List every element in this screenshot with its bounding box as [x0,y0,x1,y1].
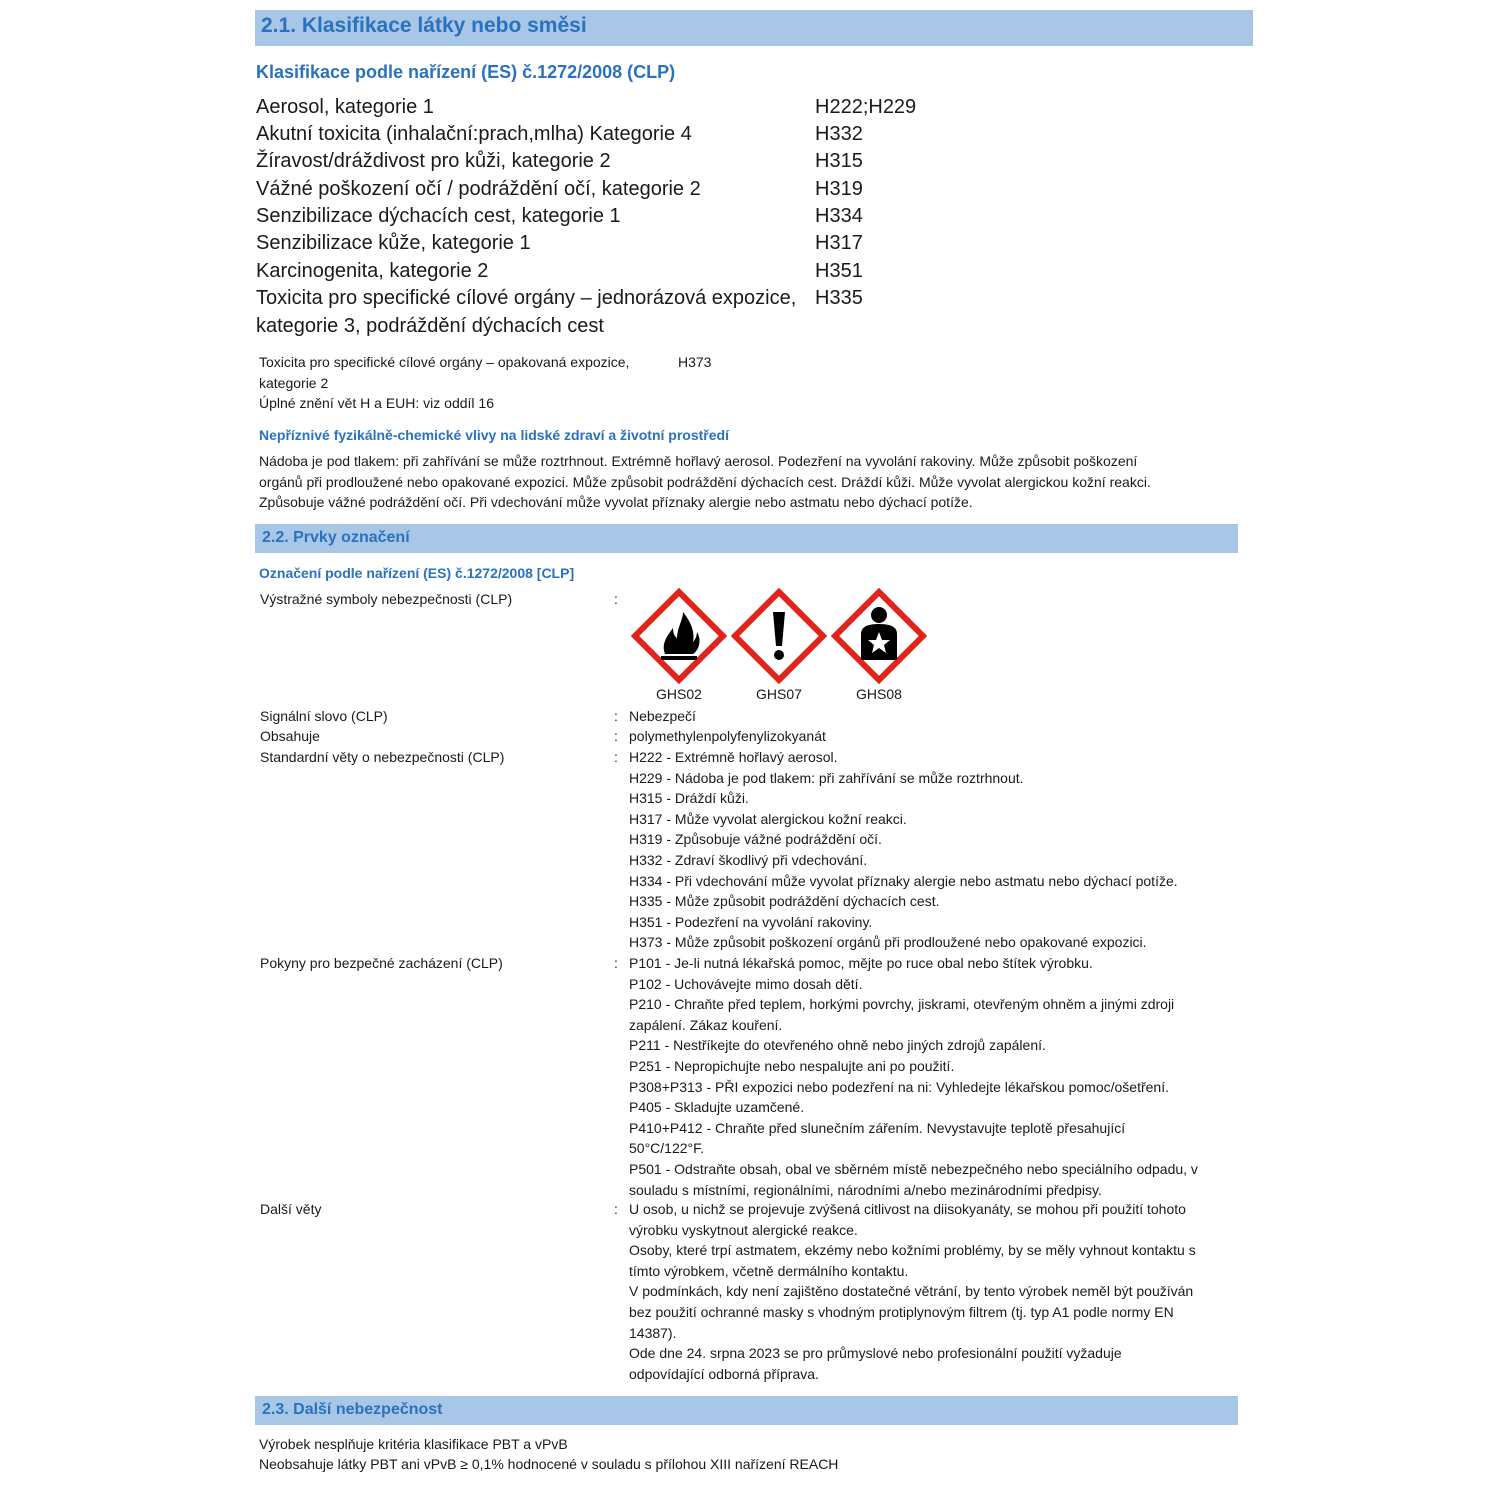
hazard-statements-list [629,747,1178,953]
precautionary-statements-label: Pokyny pro bezpečné zacházení (CLP) [260,955,503,971]
effects-heading: Nepříznivé fyzikálně-chemické vlivy na lidské zdraví a životní prostředí [259,427,729,443]
classification-code: H317 [815,232,863,254]
precautionary-statement: P251 - Nepropichujte nebo nespalujte ani po použití. [629,1057,955,1074]
signal-word-label: Signální slovo (CLP) [260,708,388,724]
hazard-statement: H351 - Podezření na vyvolání rakoviny. [629,913,873,930]
signal-word-value: Nebezpečí [629,708,696,724]
colon: : [614,728,618,744]
extra-classification-line: Toxicita pro specifické cílové orgány – opakovaná expozice, [259,354,630,370]
hazard-statements-label: Standardní věty o nebezpečnosti (CLP) [260,749,505,765]
full-text-note: Úplné znění vět H a EUH: viz oddíl 16 [259,395,495,411]
other-statement: Osoby, které trpí astmatem, ekzémy nebo kožními problémy, by se měly vyhnout kontaktu s [629,1242,1196,1259]
hazard-statement: H332 - Zdraví škodlivý při vdechování. [629,851,868,868]
precautionary-statement: P410+P412 - Chraňte před slunečním zářením. Nevystavujte teplotě přesahující [629,1119,1126,1136]
classification-name: Akutní toxicita (inhalační:prach,mlha) Kategorie 4 [256,123,692,145]
other-statement: bez použití ochranné masky s vhodným protiplynovým filtrem (tj. typ A1 podle normy EN [629,1303,1174,1320]
clp-classification-subtitle: Klasifikace podle nařízení (ES) č.1272/2008 (CLP) [256,62,676,82]
classification-name: Senzibilizace kůže, kategorie 1 [256,232,531,254]
classification-name: Žíravost/dráždivost pro kůži, kategorie 2 [256,150,611,172]
section-2-2-header [255,524,1238,553]
other-statements-list [629,1199,1196,1384]
precautionary-statement: P501 - Odstraňte obsah, obal ve sběrném místě nebezpečného nebo speciálního odpadu, v [629,1160,1198,1177]
pictogram-code: GHS02 [656,686,702,702]
classification-name: Vážné poškození očí / podráždění očí, kategorie 2 [256,178,701,200]
extra-classification-line: kategorie 2 [259,375,329,391]
exclamation-icon [731,588,827,684]
effects-line: Způsobuje vážné podráždění očí. Při vdechování může vyvolat příznaky alergie nebo astmatu nebo dýchací potíže. [259,494,973,510]
classification-name: Toxicita pro specifické cílové orgány – jednorázová expozice, [256,287,797,309]
section-2-1-title: 2.1. Klasifikace látky nebo směsi [261,14,587,37]
classification-name: Senzibilizace dýchacích cest, kategorie 1 [256,205,621,227]
precautionary-statement: P405 - Skladujte uzamčené. [629,1099,805,1116]
classification-code: H319 [815,178,863,200]
hazard-statement: H315 - Dráždí kůži. [629,790,749,807]
precautionary-statements-list [629,953,1198,1200]
hazard-statement: H373 - Může způsobit poškození orgánů při prodloužené nebo opakované expozici. [629,934,1147,951]
precautionary-statement: zapálení. Zákaz kouření. [629,1016,783,1033]
section-2-3-line: Výrobek nesplňuje kritéria klasifikace PBT a vPvB [259,1436,568,1452]
effects-line: orgánů při prodloužené nebo opakované expozici. Může způsobit podráždění dýchacích cest. Dráždí kůži. Může vyvolat alergickou kožní reakci. [259,474,1151,490]
hazard-statement: H222 - Extrémně hořlavý aerosol. [629,749,838,765]
colon: : [614,749,618,765]
other-statement: výrobku vyskytnout alergické reakce. [629,1221,858,1238]
clp-labelling-subtitle: Označení podle nařízení (ES) č.1272/2008 [CLP] [259,565,575,581]
colon: : [614,1201,618,1217]
classification-name: kategorie 3, podráždění dýchacích cest [256,315,604,337]
other-statement: Ode dne 24. srpna 2023 se pro průmyslové nebo profesionální použití vyžaduje [629,1345,1122,1362]
other-statement: V podmínkách, kdy není zajištěno dostatečné větrání, by tento výrobek neměl být používán [629,1283,1194,1300]
classification-code: H334 [815,205,863,227]
extra-classification-code: H373 [678,354,712,370]
hazard-statement: H319 - Způsobuje vážné podráždění očí. [629,831,882,848]
hazard-statement: H335 - Může způsobit podráždění dýchacích cest. [629,893,940,910]
other-statement: 14387). [629,1324,677,1341]
precautionary-statement: P211 - Nestříkejte do otevřeného ohně nebo jiných zdrojů zapálení. [629,1037,1046,1054]
effects-line: Nádoba je pod tlakem: při zahřívání se může roztrhnout. Extrémně hořlavý aerosol. Podezření na vyvolání rakoviny. Může způsobit poškození [259,453,1138,469]
contains-label: Obsahuje [260,728,320,744]
section-2-1-header [255,10,1253,46]
classification-code: H335 [815,287,863,309]
section-2-3-line: Neobsahuje látky PBT ani vPvB ≥ 0,1% hodnocené v souladu s přílohou XIII nařízení REACH [259,1456,839,1472]
colon: : [614,708,618,724]
classification-name: Aerosol, kategorie 1 [256,96,434,118]
pictogram-code: GHS07 [756,686,802,702]
classification-code: H315 [815,150,863,172]
classification-code: H351 [815,260,863,282]
section-2-3-header [255,1396,1238,1425]
hazard-statement: H334 - Při vdechování může vyvolat příznaky alergie nebo astmatu nebo dýchací potíže. [629,872,1178,889]
precautionary-statement: P102 - Uchovávejte mimo dosah dětí. [629,975,863,992]
precautionary-statement: P101 - Je-li nutná lékařská pomoc, mějte po ruce obal nebo štítek výrobku. [629,955,1093,971]
hazard-statement: H229 - Nádoba je pod tlakem: při zahřívání se může roztrhnout. [629,769,1024,786]
pictograms-label: Výstražné symboly nebezpečnosti (CLP) [260,591,513,607]
other-statement: odpovídající odborná příprava. [629,1365,819,1382]
colon: : [614,955,618,971]
classification-code: H332 [815,123,863,145]
health-hazard-icon [831,588,927,684]
classification-code: H222;H229 [815,96,917,118]
flame-icon [631,588,727,684]
contains-value: polymethylenpolyfenylizokyanát [629,728,826,744]
other-statements-label: Další věty [260,1201,322,1217]
precautionary-statement: 50°C/122°F. [629,1140,705,1157]
colon: : [614,591,618,607]
section-2-2-title: 2.2. Prvky označení [262,529,410,546]
precautionary-statement: souladu s místními, regionálními, národními a/nebo mezinárodními předpisy. [629,1181,1102,1198]
precautionary-statement: P210 - Chraňte před teplem, horkými povrchy, jiskrami, otevřeným ohněm a jinými zdroji [629,996,1175,1013]
classification-name: Karcinogenita, kategorie 2 [256,260,489,282]
other-statement: U osob, u nichž se projevuje zvýšená citlivost na diisokyanáty, se mohou při použití tohoto [629,1201,1186,1217]
precautionary-statement: P308+P313 - PŘI expozici nebo podezření na ni: Vyhledejte lékařskou pomoc/ošetření. [629,1078,1169,1095]
section-2-3-title: 2.3. Další nebezpečnost [262,1401,443,1418]
other-statement: tímto výrobkem, včetně dermálního kontaktu. [629,1262,909,1279]
hazard-statement: H317 - Může vyvolat alergickou kožní reakci. [629,810,907,827]
pictogram-code: GHS08 [856,686,902,702]
